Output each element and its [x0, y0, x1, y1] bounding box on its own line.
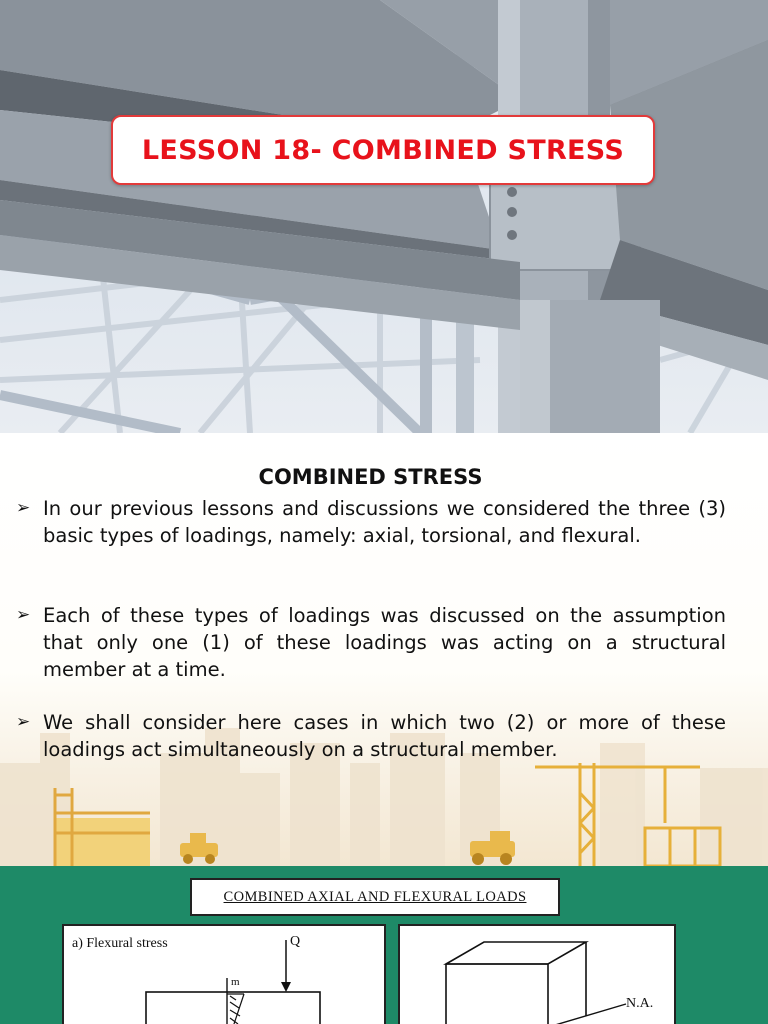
bullet-item: [16, 709, 726, 763]
arrow-bullet-icon: ➢: [16, 712, 31, 732]
neutral-axis-label: N.A.: [626, 996, 654, 1011]
section-heading: COMBINED STRESS: [258, 465, 483, 489]
steel-frame-photo: [0, 0, 768, 433]
load-label: Q: [290, 934, 301, 949]
title-box: [111, 115, 655, 185]
beam-diagram: [64, 926, 386, 1024]
diagram-title: COMBINED AXIAL AND FLEXURAL LOADS: [223, 888, 527, 905]
section-marker-label: m: [231, 976, 240, 988]
diagram-slide: [0, 866, 768, 1024]
flexural-stress-panel: [62, 924, 386, 1024]
diagram-title-box: [190, 878, 560, 916]
content-slide: [0, 433, 768, 866]
bullet-item: [16, 602, 726, 683]
panel-a-label: a) Flexural stress: [72, 936, 168, 951]
title-slide: [0, 0, 768, 433]
neutral-axis-panel: [398, 924, 676, 1024]
lesson-title: LESSON 18- COMBINED STRESS: [141, 134, 625, 166]
bullet-text: We shall consider here cases in which two (2) or more of these loadings act simultaneously on a structural member.: [43, 711, 726, 761]
bullet-text: In our previous lessons and discussions we considered the three (3) basic types of loadings, namely: axial, torsional, and flexural.: [43, 497, 726, 547]
arrow-bullet-icon: ➢: [16, 498, 31, 518]
bullet-item: [16, 495, 726, 549]
arrow-bullet-icon: ➢: [16, 605, 31, 625]
bullet-text: Each of these types of loadings was discussed on the assumption that only one (1) of these loadings was acting on a structural member at a time.: [43, 604, 726, 681]
